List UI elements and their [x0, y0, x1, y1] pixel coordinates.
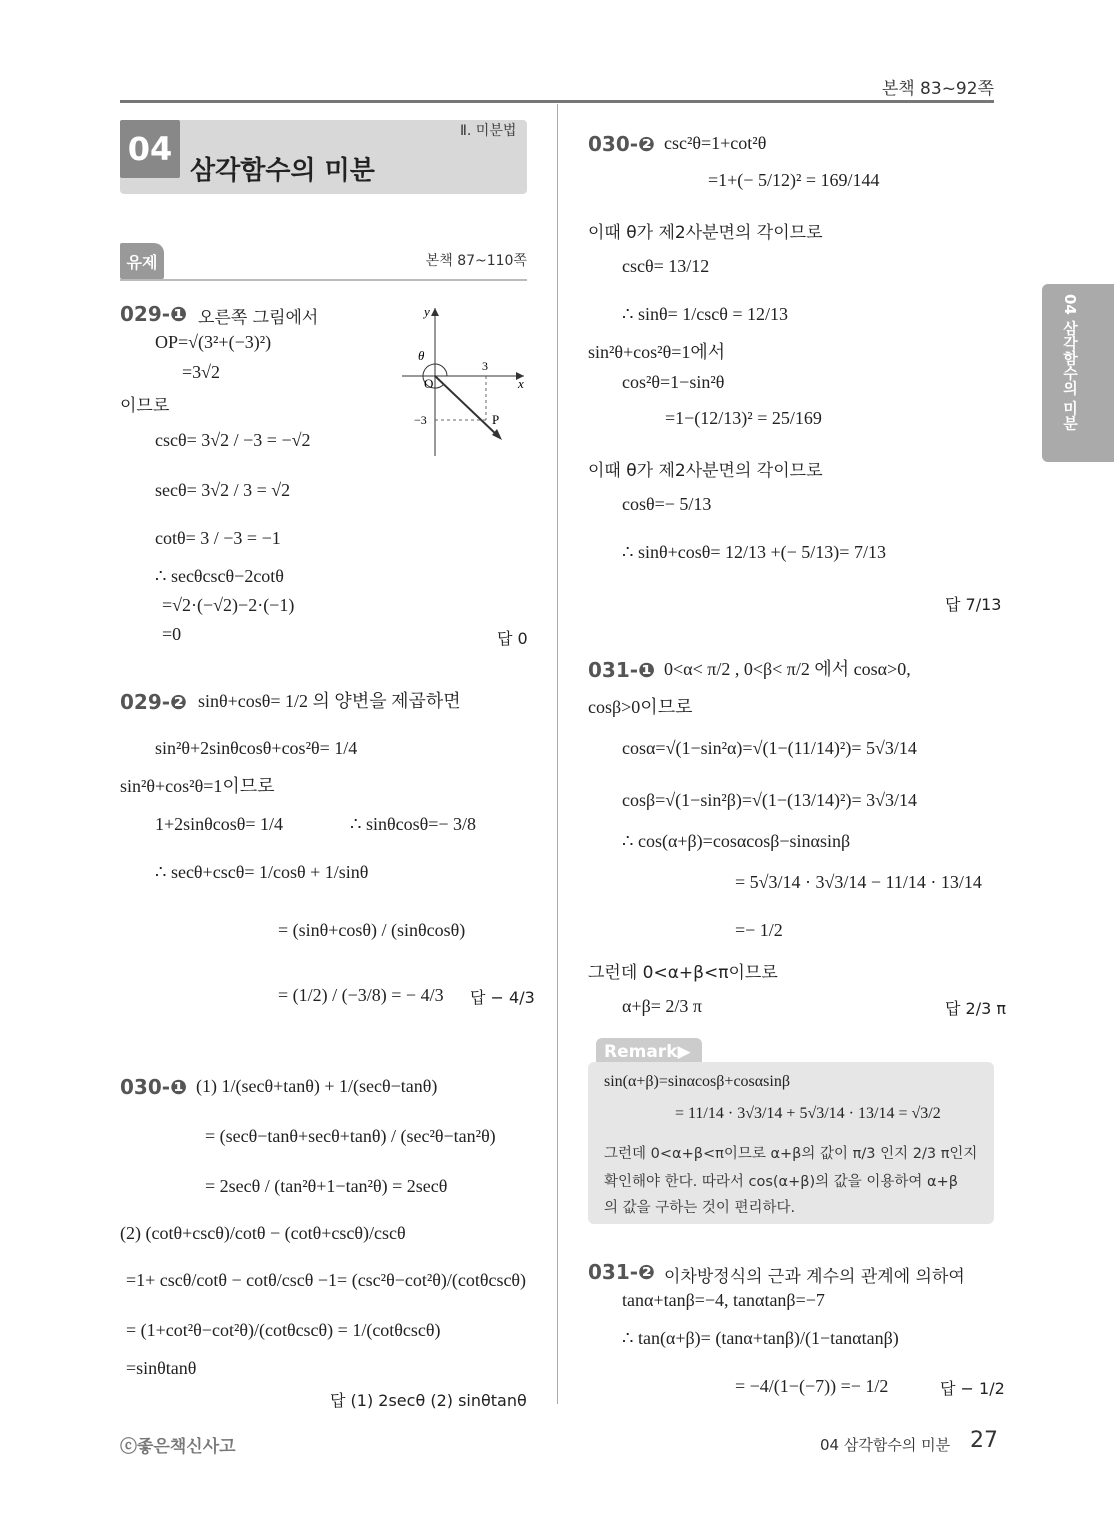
solution-line: cosα=√(1−sin²α)=√(1−(11/14)²)= 5√3/14: [622, 738, 917, 758]
answer: 답 2/3 π: [945, 999, 1007, 1018]
solution-line: cscθ= 13/12: [622, 256, 710, 276]
solution-line: ∴ secθcscθ−2cotθ: [155, 566, 284, 586]
remark-line: 의 값을 구하는 것이 편리하다.: [604, 1200, 796, 1216]
figure-label-p: P: [492, 412, 500, 427]
solution-line: = 2secθ / (tan²θ+1−tan²θ) = 2secθ: [205, 1176, 448, 1196]
solution-line: (1) 1/(secθ+tanθ) + 1/(secθ−tanθ): [196, 1076, 438, 1096]
solution-line: 이차방정식의 근과 계수의 관계에 의하여: [664, 1267, 965, 1287]
solution-line: cosθ=− 5/13: [622, 494, 712, 514]
solution-line: cscθ= 3√2 / −3 = −√2: [155, 430, 311, 450]
solution-line: = (1+cot²θ−cot²θ)/(cotθcscθ) = 1/(cotθcscθ): [126, 1320, 441, 1340]
solution-line: =sinθtanθ: [126, 1358, 197, 1378]
solution-line: sin²θ+cos²θ=1에서: [588, 342, 726, 362]
solution-line: cotθ= 3 / −3 = −1: [155, 528, 281, 548]
solution-line: α+β= 2/3 π: [622, 996, 702, 1016]
problem-id: 031-❶: [588, 658, 655, 682]
figure-label-y: y: [424, 304, 430, 319]
problem-id: 029-❶: [120, 302, 187, 326]
solution-line: tanα+tanβ=−4, tanαtanβ=−7: [622, 1290, 825, 1310]
remark-line: 확인해야 한다. 따라서 cos(α+β)의 값을 이용하여 α+β: [604, 1174, 959, 1190]
solution-line: =0: [162, 624, 182, 644]
answer: 답 (1) 2secθ (2) sinθtanθ: [330, 1391, 527, 1410]
solution-line: 이때 θ가 제2사분면의 각이므로: [588, 461, 823, 481]
solution-line: =√2·(−√2)−2·(−1): [162, 595, 295, 615]
solution-line: OP=√(3²+(−3)²): [155, 332, 272, 352]
problem-id: 029-❷: [120, 690, 187, 714]
solution-line: cos²θ=1−sin²θ: [622, 372, 725, 392]
solution-line: 이때 θ가 제2사분면의 각이므로: [588, 223, 823, 243]
solution-line: 0<α< π/2 , 0<β< π/2 에서 cosα>0,: [664, 659, 911, 679]
answer: 답 − 4/3: [470, 988, 535, 1007]
solution-line: = (1/2) / (−3/8) = − 4/3: [278, 985, 444, 1005]
solution-line: ∴ sinθcosθ=− 3/8: [350, 814, 476, 834]
solution-line: ∴ sinθ= 1/cscθ = 12/13: [622, 304, 788, 324]
answer: 답 7/13: [945, 595, 1002, 614]
solution-line: 이므로: [120, 396, 170, 416]
side-chapter-text: 04 삼각함수의 미분: [1061, 294, 1079, 431]
solution-line: = 5√3/14 · 3√3/14 − 11/14 · 13/14: [735, 872, 982, 892]
problem-id: 030-❶: [120, 1075, 187, 1099]
figure-label-theta: θ: [418, 348, 425, 363]
footer-chapter: 04 삼각함수의 미분: [820, 1436, 951, 1454]
remark-line: 그런데 0<α+β<π이므로 α+β의 값이 π/3 인지 2/3 π인지: [604, 1146, 978, 1162]
answer: 답 − 1/2: [940, 1379, 1005, 1398]
figure-label-o: O: [424, 376, 434, 391]
header-rule: [120, 100, 994, 103]
solution-line: secθ= 3√2 / 3 = √2: [155, 480, 291, 500]
book-page-ref: 본책 83~92쪽: [881, 79, 994, 99]
section-label: 유제: [120, 243, 164, 279]
figure-label-neg3: −3: [414, 413, 427, 427]
solution-line: 그런데 0<α+β<π이므로: [588, 963, 778, 983]
solution-line: = (secθ−tanθ+secθ+tanθ) / (sec²θ−tan²θ): [205, 1126, 496, 1146]
publisher-logo: ⓒ좋은책신사고: [120, 1437, 236, 1457]
solution-line: sinθ+cosθ= 1/2 의 양변을 제곱하면: [198, 691, 461, 711]
solution-line: =3√2: [182, 362, 221, 382]
solution-line: (2) (cotθ+cscθ)/cotθ − (cotθ+cscθ)/cscθ: [120, 1223, 406, 1243]
figure-label-3: 3: [482, 359, 488, 373]
figure-label-x: x: [518, 376, 524, 391]
solution-line: =1+(− 5/12)² = 169/144: [708, 170, 880, 190]
section-rule: [120, 279, 527, 281]
solution-line: = −4/(1−(−7)) =− 1/2: [735, 1376, 889, 1396]
answer: 답 0: [497, 629, 528, 648]
chapter-number: 04: [120, 120, 180, 178]
coordinate-figure: [398, 302, 530, 462]
solution-line: sin²θ+cos²θ=1이므로: [120, 776, 275, 796]
column-divider: [557, 104, 558, 1404]
remark-tab: Remark▶: [596, 1038, 702, 1066]
solution-line: csc²θ=1+cot²θ: [664, 133, 767, 153]
remark-line: sin(α+β)=sinαcosβ+cosαsinβ: [604, 1073, 790, 1090]
problem-id: 031-❷: [588, 1260, 655, 1284]
solution-line: =− 1/2: [735, 920, 783, 940]
solution-line: ∴ secθ+cscθ= 1/cosθ + 1/sinθ: [155, 862, 369, 882]
solution-line: =1−(12/13)² = 25/169: [665, 408, 822, 428]
solution-line: 오른쪽 그림에서: [198, 308, 319, 328]
solution-line: sin²θ+2sinθcosθ+cos²θ= 1/4: [155, 738, 358, 758]
solution-line: = (sinθ+cosθ) / (sinθcosθ): [278, 920, 466, 940]
chapter-part: Ⅱ. 미분법: [460, 123, 517, 139]
section-ref: 본책 87~110쪽: [425, 253, 527, 269]
solution-line: ∴ cos(α+β)=cosαcosβ−sinαsinβ: [622, 831, 851, 851]
solution-line: cosβ>0이므로: [588, 697, 693, 717]
solution-line: ∴ sinθ+cosθ= 12/13 +(− 5/13)= 7/13: [622, 542, 886, 562]
solution-line: ∴ tan(α+β)= (tanα+tanβ)/(1−tanαtanβ): [622, 1328, 899, 1348]
remark-line: = 11/14 · 3√3/14 + 5√3/14 · 13/14 = √3/2: [675, 1105, 941, 1122]
page-number: 27: [970, 1428, 998, 1453]
solution-line: cosβ=√(1−sin²β)=√(1−(13/14)²)= 3√3/14: [622, 790, 917, 810]
chapter-title: 삼각함수의 미분: [190, 156, 375, 186]
solution-line: =1+ cscθ/cotθ − cotθ/cscθ −1= (csc²θ−cot²θ)/(cotθcscθ): [126, 1270, 527, 1290]
solution-line: 1+2sinθcosθ= 1/4: [155, 814, 284, 834]
problem-id: 030-❷: [588, 132, 655, 156]
